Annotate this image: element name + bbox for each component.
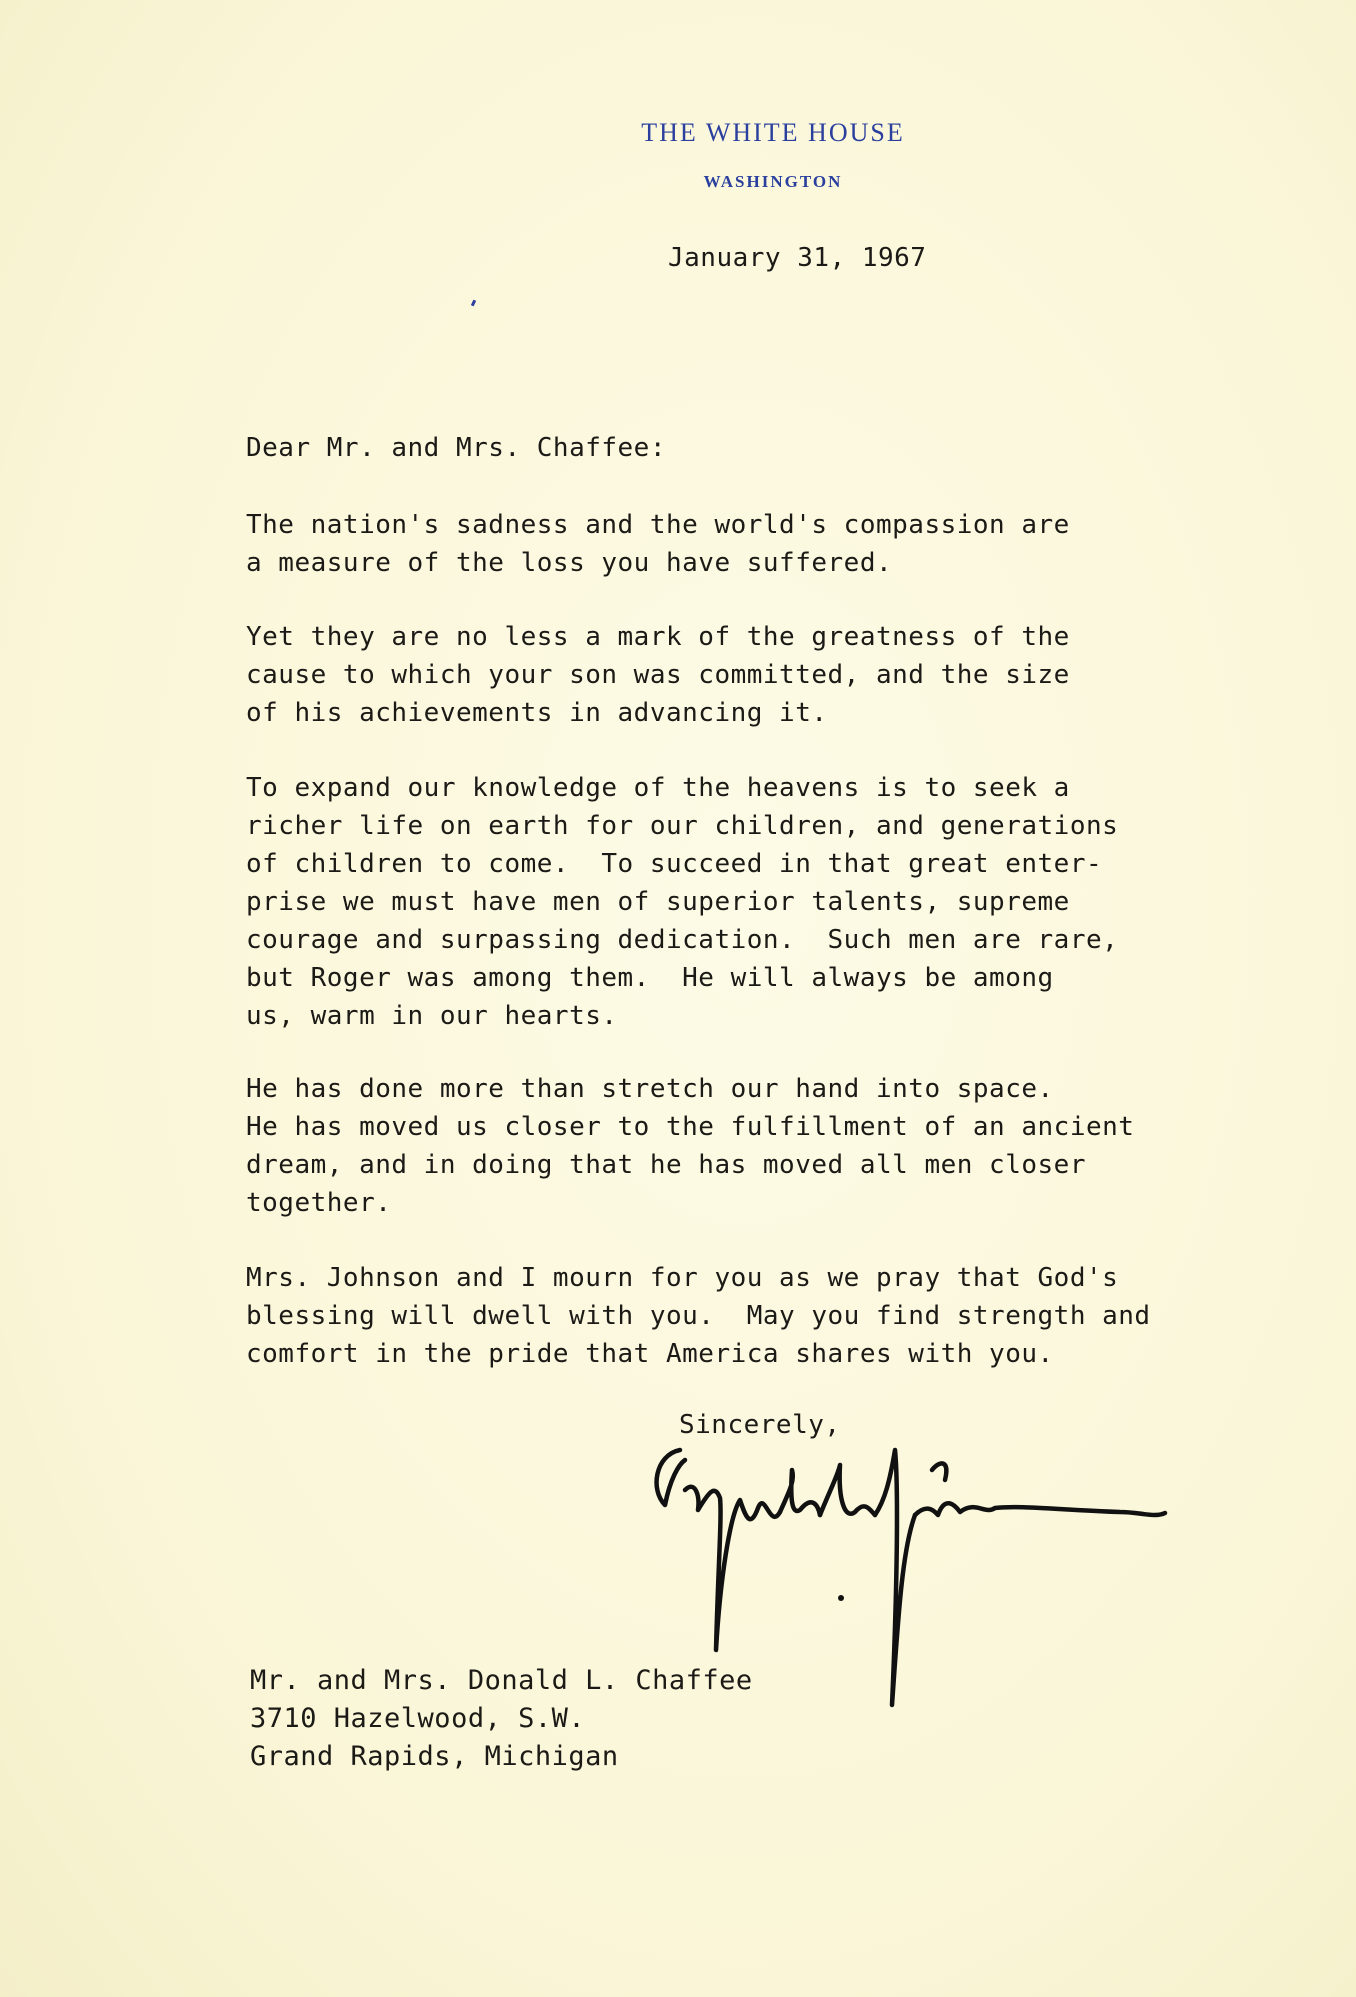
letter-paragraph-2: Yet they are no less a mark of the greatness of the cause to which your son was committed, and the size of his achievements in advancing it. bbox=[246, 622, 1070, 728]
recipient-address: Mr. and Mrs. Donald L. Chaffee 3710 Hazelwood, S.W. Grand Rapids, Michigan bbox=[250, 1665, 753, 1772]
letter-paragraph-5: Mrs. Johnson and I mourn for you as we pray that God's blessing will dwell with you. May you find strength and comfort in the pride that America shares with you. bbox=[246, 1263, 1151, 1369]
letter-paragraph-3: To expand our knowledge of the heavens is to seek a richer life on earth for our children, and generations of children to come. To succeed in that great enter- prise we must have men of superior talents, supreme courage and surpassing dedication. Such men are rare, but Roger was among them. He will always be among us, warm in our hearts. bbox=[246, 773, 1119, 1031]
letter-closing: Sincerely, bbox=[679, 1410, 841, 1440]
letterhead-title: THE WHITE HOUSE bbox=[641, 118, 905, 147]
letterhead-city: WASHINGTON bbox=[703, 172, 843, 191]
letter-paragraph-1: The nation's sadness and the world's compassion are a measure of the loss you have suffered. bbox=[246, 510, 1070, 578]
letter-paragraph-4: He has done more than stretch our hand into space. He has moved us closer to the fulfillment of an ancient dream, and in doing that he has moved all men closer together. bbox=[246, 1074, 1135, 1218]
ink-speck bbox=[471, 300, 476, 307]
letter-salutation: Dear Mr. and Mrs. Chaffee: bbox=[246, 433, 666, 463]
letter-date: January 31, 1967 bbox=[668, 243, 927, 273]
